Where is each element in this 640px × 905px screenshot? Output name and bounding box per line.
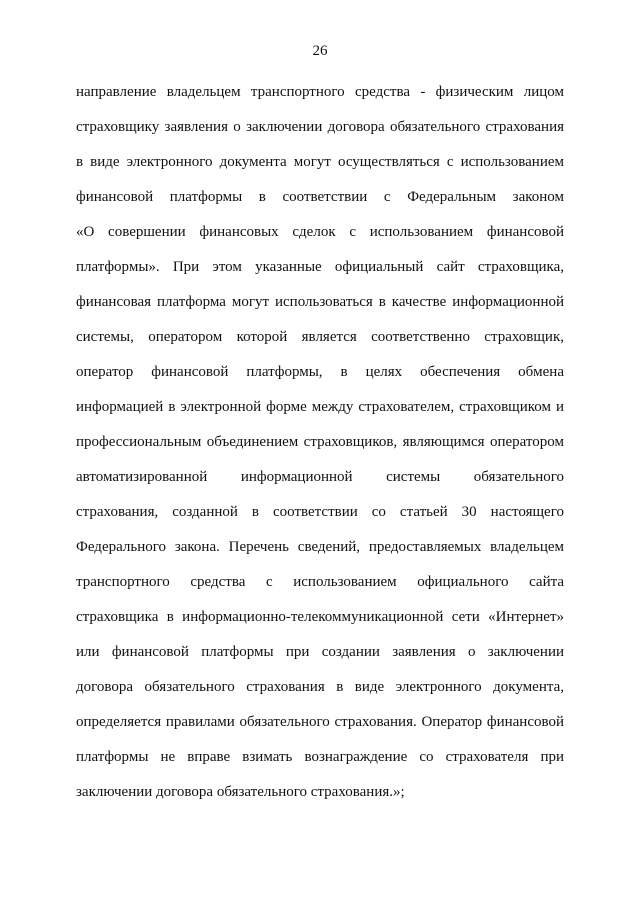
text-line: договора обязательного страхования в виде электронного документа,: [76, 679, 564, 695]
text-line: финансовая платформа могут использоваться в качестве информационной: [76, 294, 564, 310]
text-line: определяется правилами обязательного страхования. Оператор финансовой: [76, 714, 564, 730]
text-line: страховщика в информационно-телекоммуникационной сети «Интернет»: [76, 609, 564, 625]
text-line: платформы». При этом указанные официальный сайт страховщика,: [76, 259, 564, 275]
page-number: 26: [312, 43, 328, 59]
text-line: в виде электронного документа могут осуществляться с использованием: [76, 154, 564, 170]
text-line: страхования, созданной в соответствии со статьей 30 настоящего: [76, 504, 564, 520]
body-paragraph: [76, 82, 564, 817]
text-line: системы, оператором которой является соответственно страховщик,: [76, 329, 564, 345]
text-line: информацией в электронной форме между страхователем, страховщиком и: [76, 399, 564, 415]
text-line: профессиональным объединением страховщиков, являющимся оператором: [76, 434, 564, 450]
text-line: финансовой платформы в соответствии с Федеральным законом: [76, 189, 564, 205]
text-line: страховщику заявления о заключении договора обязательного страхования: [76, 119, 564, 135]
text-line: «О совершении финансовых сделок с использованием финансовой: [76, 224, 564, 240]
text-line: направление владельцем транспортного средства - физическим лицом: [76, 84, 564, 100]
text-line: Федерального закона. Перечень сведений, предоставляемых владельцем: [76, 539, 564, 555]
text-line: или финансовой платформы при создании заявления о заключении: [76, 644, 564, 660]
text-line: заключении договора обязательного страхования.»;: [76, 784, 405, 800]
text-line: автоматизированной информационной системы обязательного: [76, 469, 564, 485]
text-line: платформы не вправе взимать вознаграждение со страхователя при: [76, 749, 564, 765]
text-line: оператор финансовой платформы, в целях обеспечения обмена: [76, 364, 564, 380]
text-line: транспортного средства с использованием официального сайта: [76, 574, 564, 590]
